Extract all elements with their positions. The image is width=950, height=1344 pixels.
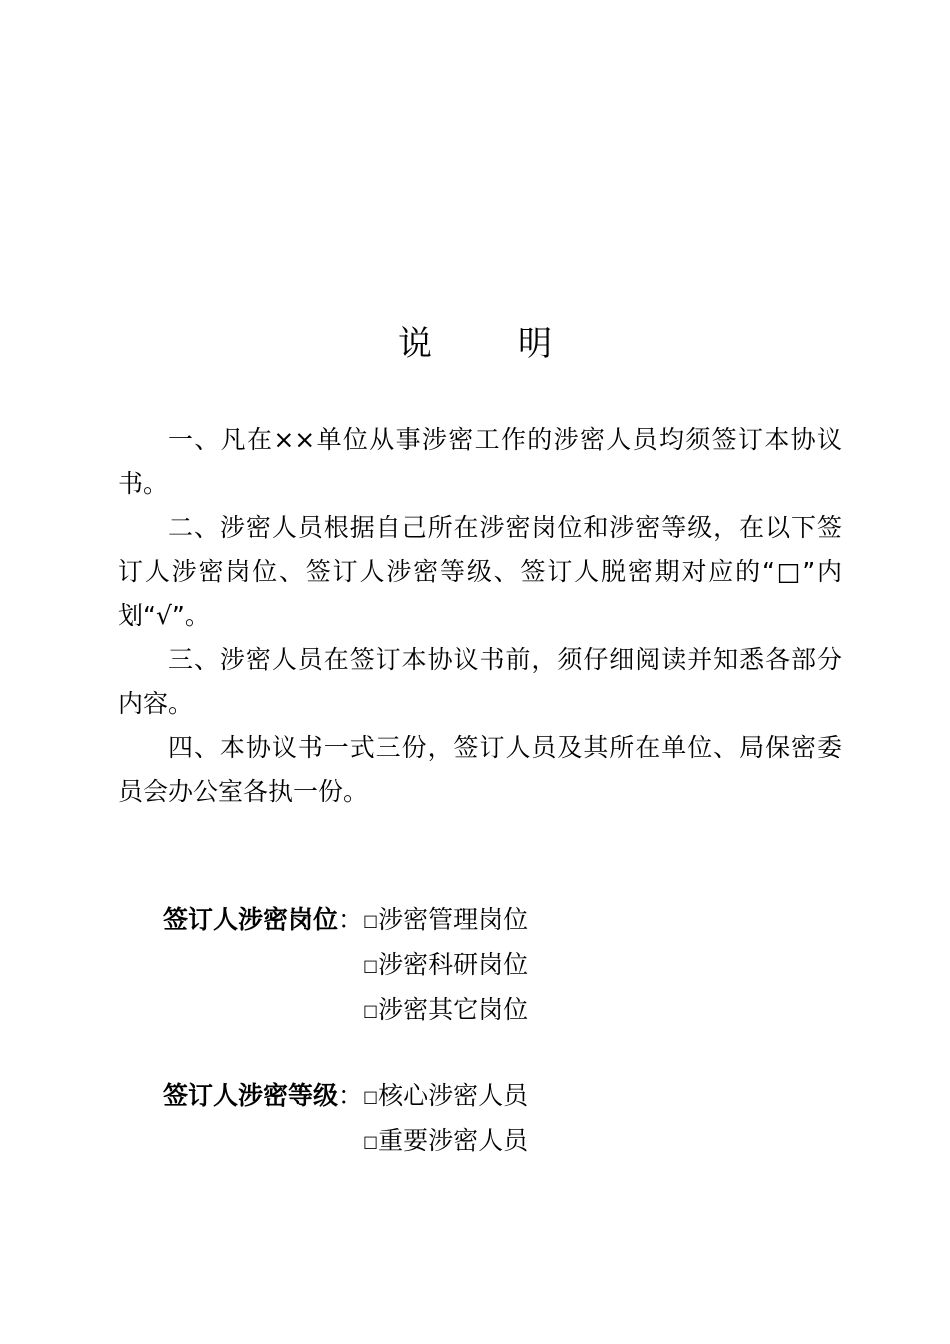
level-field-block [163,1074,528,1164]
title-char-1: 说 [398,324,432,364]
instruction-paragraph-1: 一、凡在××单位从事涉密工作的涉密人员均须签订本协议书。 [118,425,842,498]
option-label: 涉密科研岗位 [378,950,529,979]
level-option-important[interactable] [363,1119,528,1164]
instruction-paragraph-2: 二、涉密人员根据自己所在涉密岗位和涉密等级，在以下签订人涉密岗位、签订人涉密等级、签订人脱密期对应的“□”内划“√”。 [118,513,842,630]
checkbox-icon[interactable]: □ [363,1087,379,1106]
option-label: 重要涉密人员 [378,1126,529,1155]
title-char-2: 明 [518,324,552,364]
position-field-colon: ： [338,905,364,934]
position-option-other[interactable] [363,988,528,1033]
level-option-core[interactable] [363,1074,528,1119]
level-options [363,1074,528,1164]
position-option-management[interactable] [363,898,528,943]
position-field-label: 签订人涉密岗位 [163,905,339,934]
checkbox-icon[interactable]: □ [363,1001,379,1020]
instruction-paragraph-3: 三、涉密人员在签订本协议书前，须仔细阅读并知悉各部分内容。 [118,645,842,718]
position-option-research[interactable] [363,943,528,988]
checkbox-icon[interactable]: □ [363,911,379,930]
position-options [363,898,528,1033]
instructions-body [118,418,842,814]
page-title [0,322,950,366]
checkbox-icon[interactable]: □ [363,956,379,975]
level-field [163,1074,528,1164]
level-field-colon: ： [338,1081,364,1110]
position-field [163,898,528,1033]
option-label: 涉密其它岗位 [378,995,529,1024]
option-label: 涉密管理岗位 [378,905,529,934]
level-field-label: 签订人涉密等级 [163,1081,339,1110]
instruction-paragraph-4: 四、本协议书一式三份，签订人员及其所在单位、局保密委员会办公室各执一份。 [118,733,842,806]
checkbox-icon[interactable]: □ [363,1132,379,1151]
option-label: 核心涉密人员 [378,1081,529,1110]
position-field-block [163,898,528,1033]
